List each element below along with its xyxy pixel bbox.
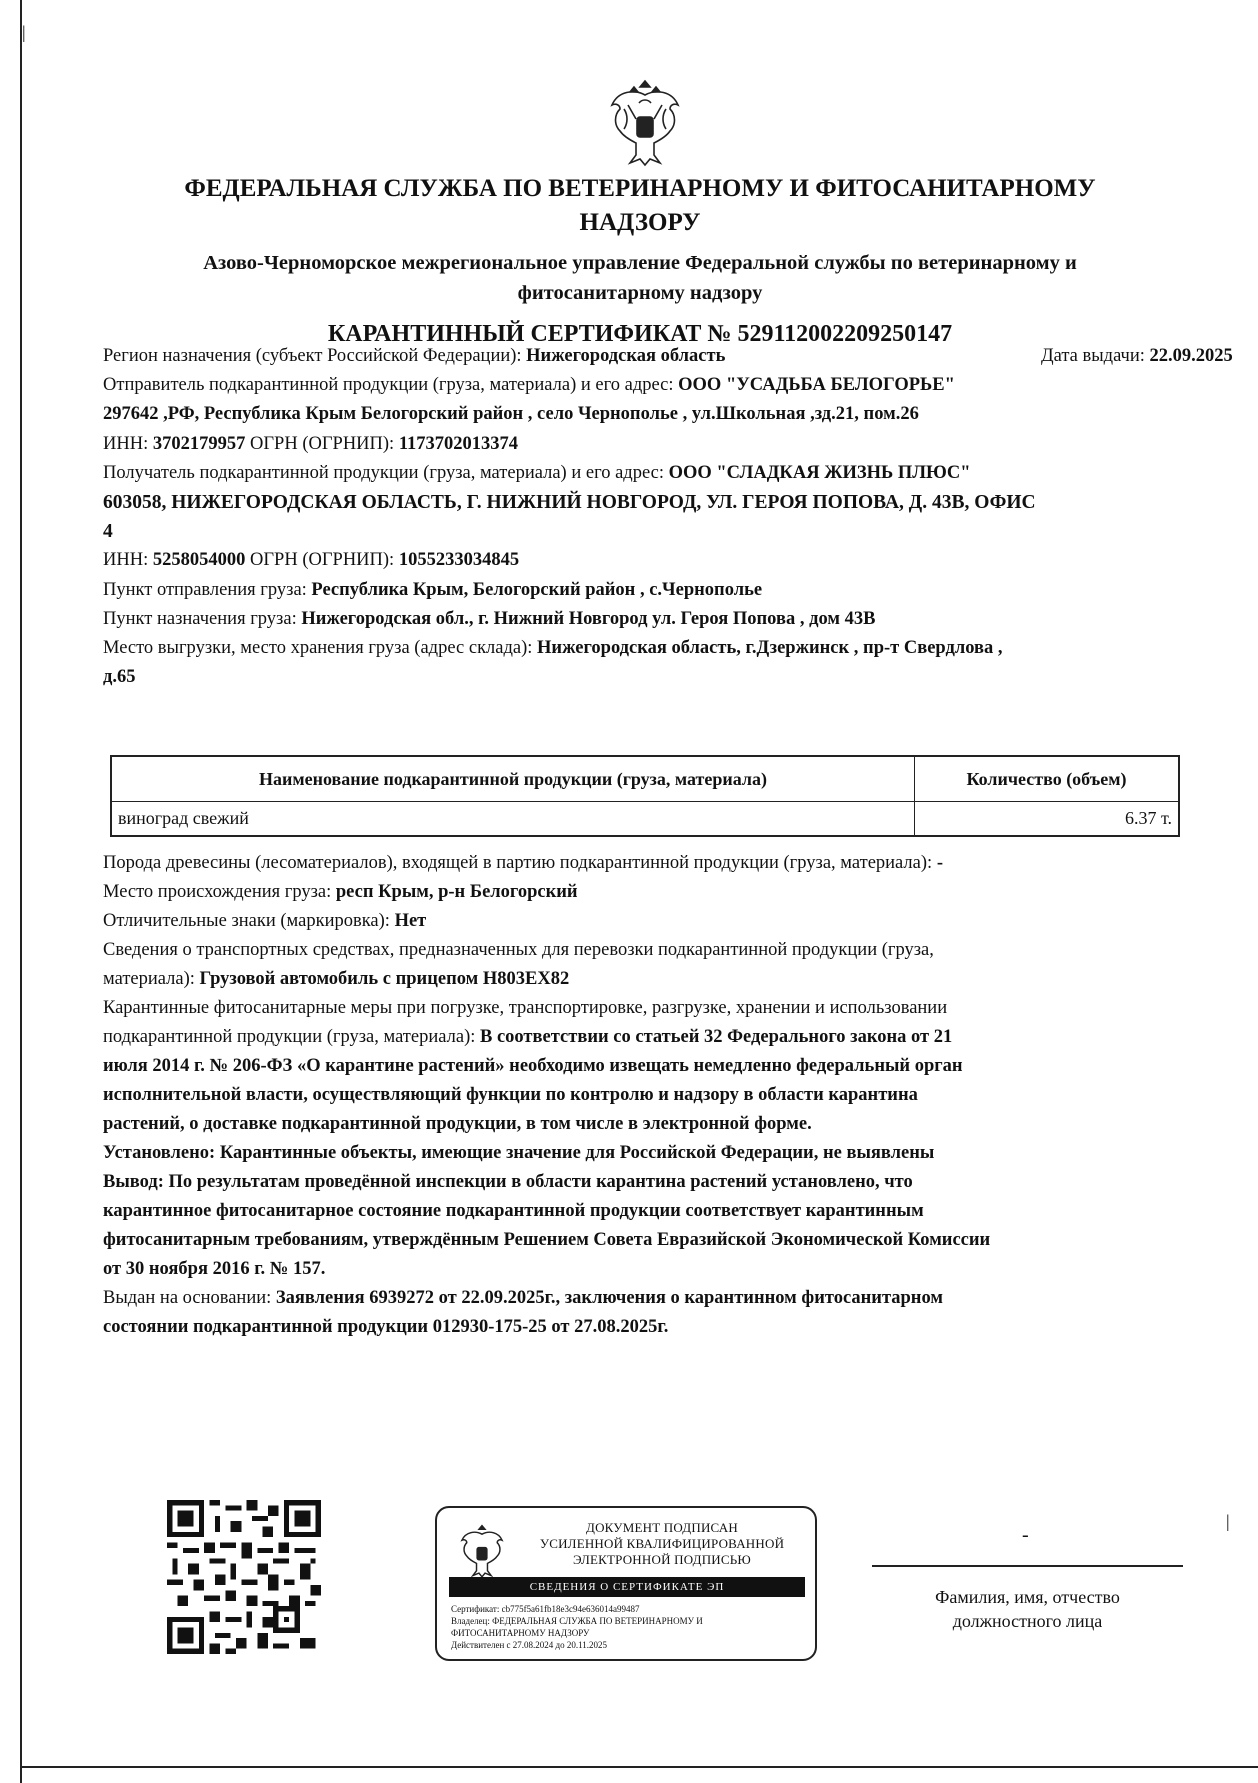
issue-date [1041, 342, 1233, 371]
sender-label: Отправитель подкарантинной продукции (груза, материала) и его адрес: [103, 375, 679, 396]
recipient-inn: 5258054000 [152, 550, 246, 571]
wood-label: Порода древесины (лесоматериалов), входящей в партию подкарантинной продукции (груза, материала): [103, 853, 937, 873]
marks-value: Нет [394, 911, 427, 931]
recipient-name: ООО "СЛАДКАЯ ЖИЗНЬ ПЛЮС" [668, 462, 971, 483]
stamp-owner-line2: ФИТОСАНИТАРНОМУ НАДЗОРУ [451, 1628, 590, 1638]
measures-value-line4: растений, о доставке подкарантинной продукции, в том числе в электронной форме. [103, 1114, 812, 1134]
transport-value: Грузовой автомобиль с прицепом Н803ЕХ82 [199, 969, 570, 989]
unloading-value-line2: д.65 [103, 667, 136, 688]
region-label: Регион назначения (субъект Российской Федерации): [103, 346, 527, 366]
measures-value-line1: В соответствии со статьей 32 Федерального закона от 21 [480, 1027, 953, 1047]
unloading-value-line1: Нижегородская область, г.Дзержинск , пр-т Свердлова , [537, 638, 1003, 659]
destination-value: Нижегородская обл., г. Нижний Новгород ул. Героя Попова , дом 43В [301, 608, 876, 629]
stamp-validity: Действителен с 27.08.2024 до 20.11.2025 [451, 1640, 608, 1650]
measures-label-line1: Карантинные фитосанитарные меры при погрузке, транспортировке, разгрузке, хранении и использовании [103, 998, 948, 1018]
measures-value-line2: июля 2014 г. № 206-ФЗ «О карантине растений» необходимо извещать немедленно федеральный орган [103, 1056, 963, 1076]
sender-ogrn-label: ОГРН (ОГРНИП): [245, 433, 399, 454]
recipient-inn-label: ИНН: [103, 550, 153, 571]
basis-value-line1: Заявления 6939272 от 22.09.2025г., заключения о карантинном фитосанитарном [275, 1288, 943, 1308]
stamp-title-line1: ДОКУМЕНТ ПОДПИСАН [586, 1520, 738, 1535]
sender-ids [103, 430, 1193, 459]
recipient-row [103, 459, 1193, 488]
transport-label-line2: материала): [103, 969, 200, 989]
recipient-ogrn: 1055233034845 [398, 550, 520, 571]
recipient-label: Получатель подкарантинной продукции (груза, материала) и его адрес: [103, 462, 669, 483]
destination-row [103, 605, 1193, 634]
region-row [103, 342, 1233, 371]
destination-label: Пункт назначения груза: [103, 608, 302, 629]
origin-value: респ Крым, р-н Белогорский [335, 882, 578, 902]
goods-name-header: Наименование подкарантинной продукции (груза, материала) [111, 756, 915, 802]
basis-row [103, 1284, 1193, 1313]
origin-row [103, 878, 1193, 907]
departure-value: Республика Крым, Белогорский район , с.Чернополье [311, 579, 763, 600]
conclusion-line4: от 30 ноября 2016 г. № 157. [103, 1259, 326, 1279]
transport-label-line1: Сведения о транспортных средствах, предназначенных для перевозки подкарантинной продукции (груза, [103, 940, 934, 960]
official-name-caption [872, 1585, 1183, 1633]
agency-title-line1: ФЕДЕРАЛЬНАЯ СЛУЖБА ПО ВЕТЕРИНАРНОМУ И ФИТОСАНИТАРНОМУ [184, 175, 1096, 202]
certificate-title: КАРАНТИННЫЙ СЕРТИФИКАТ № 529112002209250147 [327, 321, 953, 347]
stamp-certificate-bar: СВЕДЕНИЯ О СЕРТИФИКАТЕ ЭП [449, 1577, 805, 1597]
issue-date-value: 22.09.2025 [1149, 346, 1233, 366]
agency-title-line2: НАДЗОРУ [579, 209, 701, 236]
departure-label: Пункт отправления груза: [103, 579, 312, 600]
scan-edge-left [20, 0, 22, 1783]
sender-ogrn: 1173702013374 [398, 433, 519, 454]
stamp-title-line2: УСИЛЕННОЙ КВАЛИФИЦИРОВАННОЙ [539, 1536, 785, 1551]
stamp-owner-line1: Владелец: ФЕДЕРАЛЬНАЯ СЛУЖБА ПО ВЕТЕРИНАРНОМУ И [451, 1616, 703, 1626]
digital-signature-stamp [435, 1506, 817, 1661]
shipment-info [103, 342, 1233, 692]
goods-table-header [111, 756, 1179, 802]
signature-line [872, 1565, 1183, 1567]
agency-title [100, 172, 1180, 240]
goods-table [110, 755, 1180, 837]
recipient-ogrn-label: ОГРН (ОГРНИП): [245, 550, 399, 571]
stamp-emblem-icon [457, 1522, 507, 1578]
division-title-line1: Азово-Черноморское межрегиональное управление Федеральной службы по ветеринарному и [203, 252, 1077, 274]
signature-dash: - [1022, 1524, 1029, 1546]
sender-address: 297642 ,РФ, Республика Крым Белогорский район , село Чернополье , ул.Школьная ,зд.21, пом.26 [103, 404, 919, 425]
stamp-title-line3: ЭЛЕКТРОННОЙ ПОДПИСЬЮ [573, 1552, 751, 1567]
corner-mark: | [22, 22, 26, 42]
sender-inn-label: ИНН: [103, 433, 153, 454]
qr-code [167, 1500, 321, 1654]
stamp-details [451, 1603, 811, 1651]
signature-tick: | [1226, 1511, 1230, 1531]
established-row: Установлено: Карантинные объекты, имеющие значение для Российской Федерации, не выявлены [103, 1143, 935, 1163]
basis-value-line2: состоянии подкарантинной продукции 012930-175-25 от 27.08.2025г. [103, 1317, 669, 1337]
measures-row [103, 1023, 1193, 1052]
sender-inn: 3702179957 [152, 433, 246, 454]
stamp-certificate: Сертификат: cb775f5a61fb18e3c94e636014a99487 [451, 1604, 640, 1614]
conclusion-line1: Вывод: По результатам проведённой инспекции в области карантина растений установлено, что [103, 1172, 913, 1192]
measures-label-line2: подкарантинной продукции (груза, материала): [103, 1027, 480, 1047]
table-row [111, 802, 1179, 837]
inspection-details [103, 849, 1193, 1342]
goods-name-cell: виноград свежий [111, 802, 915, 837]
official-name-caption-line2: должностного лица [952, 1611, 1103, 1631]
region-value: Нижегородская область [526, 346, 726, 366]
goods-quantity-cell: 6.37 т. [915, 802, 1180, 837]
goods-quantity-header: Количество (объем) [915, 756, 1180, 802]
origin-label: Место происхождения груза: [103, 882, 336, 902]
issue-date-label: Дата выдачи: [1041, 346, 1150, 366]
marks-row [103, 907, 1193, 936]
conclusion-line2: карантинное фитосанитарное состояние подкарантинной продукции соответствует карантинным [103, 1201, 924, 1221]
departure-row [103, 576, 1193, 605]
official-name-caption-line1: Фамилия, имя, отчество [935, 1587, 1120, 1607]
unloading-label: Место выгрузки, место хранения груза (адрес склада): [103, 638, 538, 659]
recipient-address-line2: 4 [103, 521, 113, 543]
marks-label: Отличительные знаки (маркировка): [103, 911, 395, 931]
wood-value: - [936, 853, 943, 873]
recipient-address-line1: 603058, НИЖЕГОРОДСКАЯ ОБЛАСТЬ, Г. НИЖНИЙ НОВГОРОД, УЛ. ГЕРОЯ ПОПОВА, Д. 43В, ОФИС [103, 492, 1036, 514]
measures-value-line3: исполнительной власти, осуществляющий функции по контролю и надзору в области карантина [103, 1085, 918, 1105]
transport-row [103, 965, 1193, 994]
division-title-line2: фитосанитарному надзору [517, 282, 763, 304]
sender-name: ООО "УСАДЬБА БЕЛОГОРЬЕ" [678, 375, 955, 396]
unloading-row [103, 634, 1193, 663]
wood-row [103, 849, 1193, 878]
state-emblem-icon [606, 75, 684, 167]
division-title [100, 248, 1180, 308]
basis-label: Выдан на основании: [103, 1288, 276, 1308]
scan-edge-bottom [20, 1766, 1258, 1768]
conclusion-line3: фитосанитарным требованиям, утверждённым Решением Совета Евразийской Экономической Комиссии [103, 1230, 991, 1250]
sender-row [103, 371, 1193, 400]
recipient-ids [103, 546, 1193, 575]
stamp-title [512, 1520, 812, 1568]
